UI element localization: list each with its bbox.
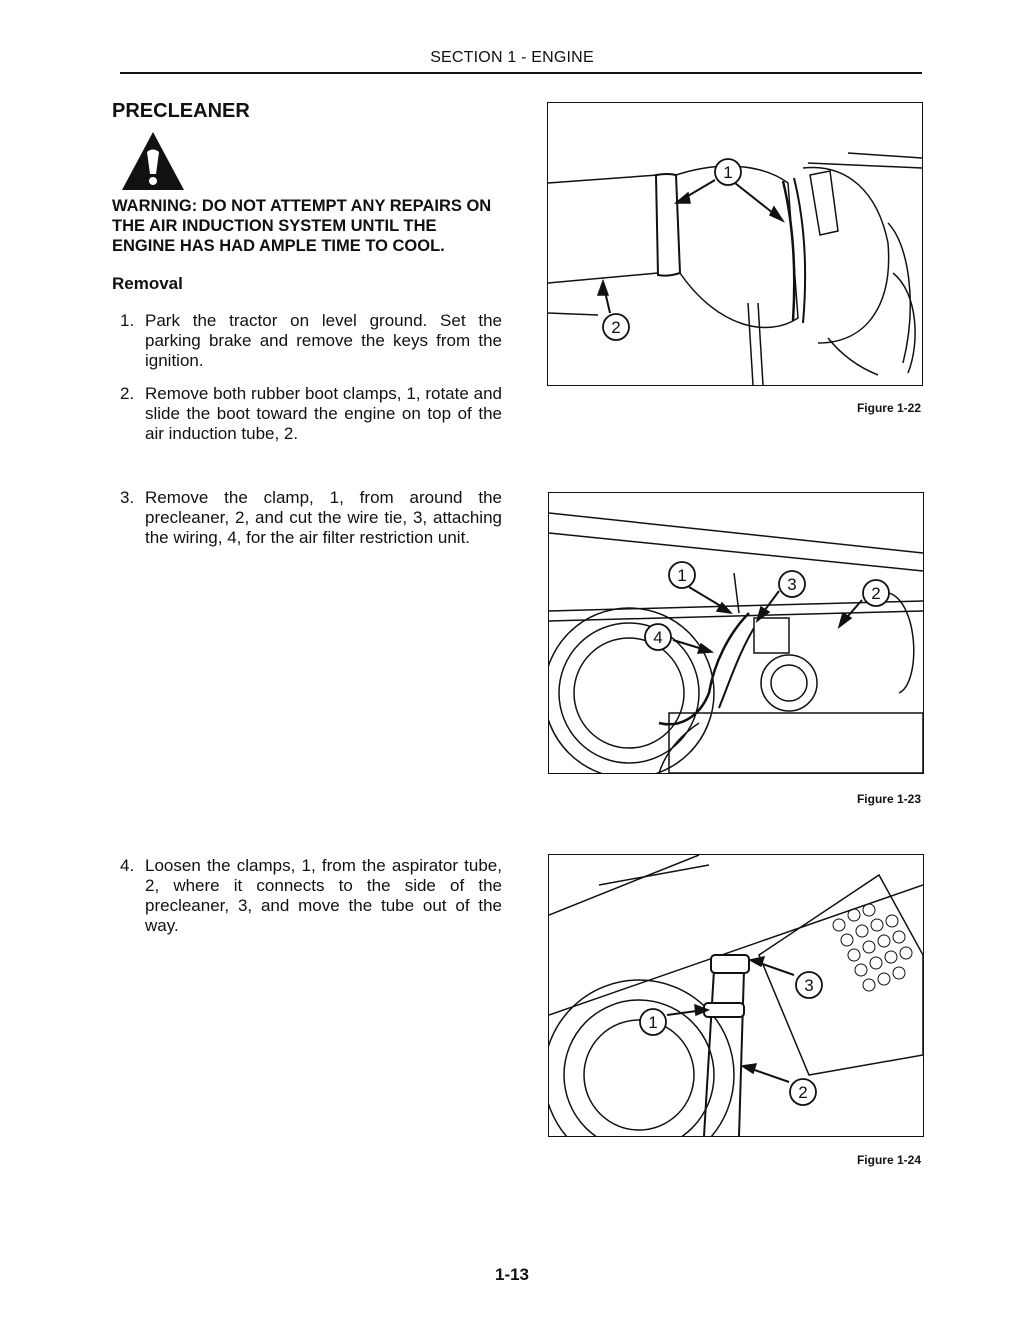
- figure-1-24-callout-3: 3: [804, 976, 814, 995]
- figure-1-22-caption: Figure 1-22: [856, 401, 921, 415]
- figure-1-24-callout-2: 2: [798, 1083, 808, 1102]
- warning-icon: [120, 130, 186, 192]
- section-title: PRECLEANER: [112, 100, 250, 122]
- step-number: 3.: [120, 488, 135, 507]
- step-1: [118, 311, 502, 371]
- step-number: 4.: [120, 856, 135, 875]
- step-text: Loosen the clamps, 1, from the aspirator tube, 2, where it connects to the side of the precleaner, 3, and move the tube out of the way.: [145, 856, 502, 935]
- step-text: Remove both rubber boot clamps, 1, rotate and slide the boot toward the engine on top of the air induction tube, 2.: [145, 384, 502, 443]
- removal-heading: Removal: [112, 274, 183, 293]
- figure-1-23-callout-1: 1: [677, 566, 687, 585]
- header-rule: [120, 72, 922, 74]
- step-2: [118, 384, 502, 444]
- figure-1-22: [547, 102, 923, 386]
- step-text: Park the tractor on level ground. Set the parking brake and remove the keys from the ignition.: [145, 311, 502, 370]
- figure-1-23: [548, 492, 924, 774]
- figure-1-24-caption: Figure 1-24: [856, 1153, 921, 1167]
- figure-1-23-caption: Figure 1-23: [856, 792, 921, 806]
- step-number: 1.: [120, 311, 135, 330]
- step-3: [118, 488, 502, 548]
- step-text: Remove the clamp, 1, from around the precleaner, 2, and cut the wire tie, 3, attaching the wiring, 4, for the air filter restriction unit.: [145, 488, 502, 547]
- step-4: [118, 856, 502, 936]
- figure-1-23-callout-2: 2: [871, 584, 881, 603]
- warning-text: WARNING: DO NOT ATTEMPT ANY REPAIRS ON THE AIR INDUCTION SYSTEM UNTIL THE ENGINE HAS HAD AMPLE TIME TO COOL.: [112, 197, 492, 255]
- figure-1-23-callout-3: 3: [787, 575, 797, 594]
- figure-1-24-callout-1: 1: [648, 1013, 658, 1032]
- page-number: 1-13: [494, 1265, 530, 1284]
- figure-1-22-callout-1: 1: [723, 163, 733, 182]
- section-header: SECTION 1 - ENGINE: [430, 49, 594, 66]
- figure-1-24: [548, 854, 924, 1137]
- figure-1-23-callout-4: 4: [653, 628, 663, 647]
- figure-1-22-callout-2: 2: [611, 318, 621, 337]
- step-number: 2.: [120, 384, 135, 403]
